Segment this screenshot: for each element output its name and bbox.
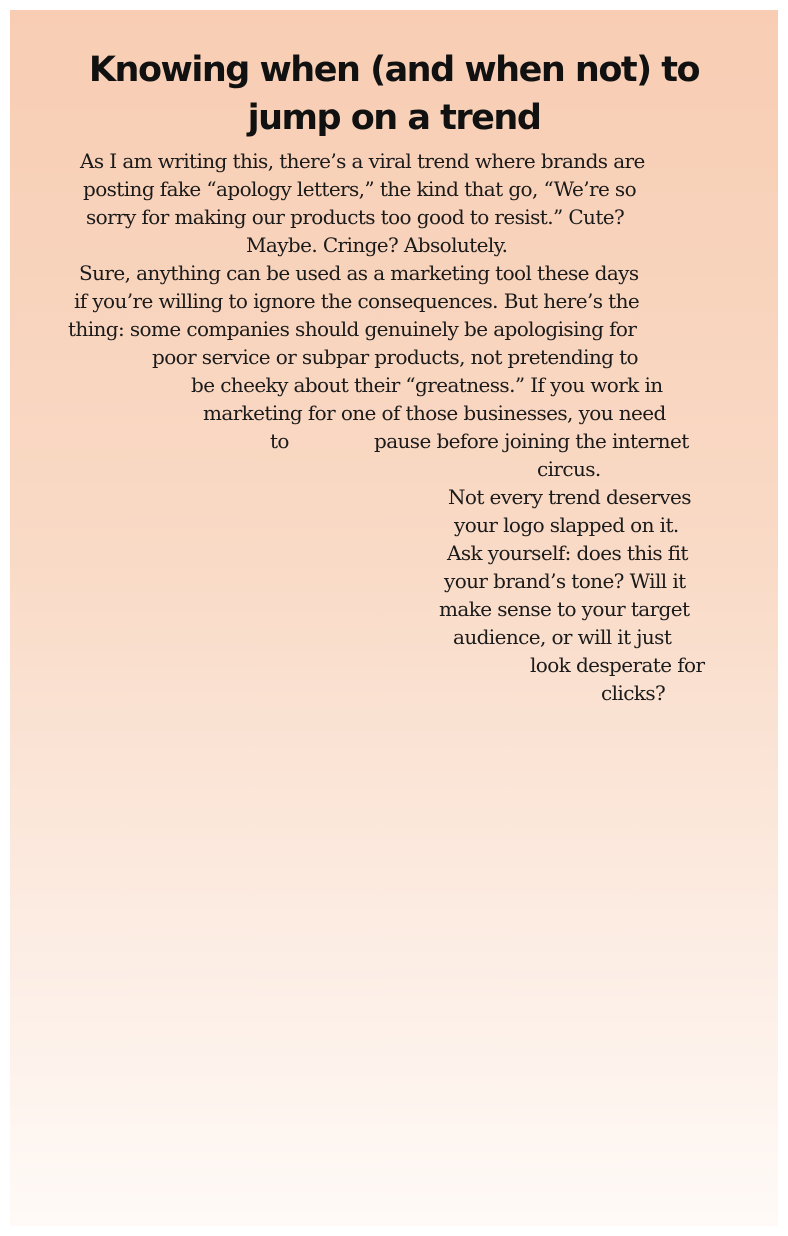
article-line: Ask yourself: does this fit [447,541,688,565]
article-line: make sense to your target [439,597,690,621]
article-line: look desperate for [530,653,705,677]
article-line: pause before joining the internet [374,429,689,453]
article-line: poor service or subpar products, not pretending to [152,345,638,369]
article-line: Not every trend deserves [448,485,691,509]
article-card [10,10,778,1226]
article-line: circus. [537,457,601,481]
article-line: sorry for making our products too good to resist.” Cute? [86,205,625,229]
article-line: to [270,429,289,453]
article-line: your brand’s tone? Will it [444,569,686,593]
article-line: marketing for one of those businesses, you need [203,401,666,425]
article-line: audience, or will it just [453,625,672,649]
article-line: thing: some companies should genuinely be apologising for [68,317,637,341]
article-line: your logo slapped on it. [454,513,679,537]
article-line: posting fake “apology letters,” the kind that go, “We’re so [83,177,637,201]
article-line: Sure, anything can be used as a marketing tool these days [79,261,639,285]
article-line: Maybe. Cringe? Absolutely. [246,233,508,257]
article-line: be cheeky about their “greatness.” If you work in [191,373,663,397]
article-line: clicks? [601,681,666,705]
article-title: Knowing when (and when not) to jump on a trend [88,50,700,138]
article-line: As I am writing this, there’s a viral trend where brands are [80,149,645,173]
article-line: if you’re willing to ignore the consequences. But here’s the [74,289,640,313]
